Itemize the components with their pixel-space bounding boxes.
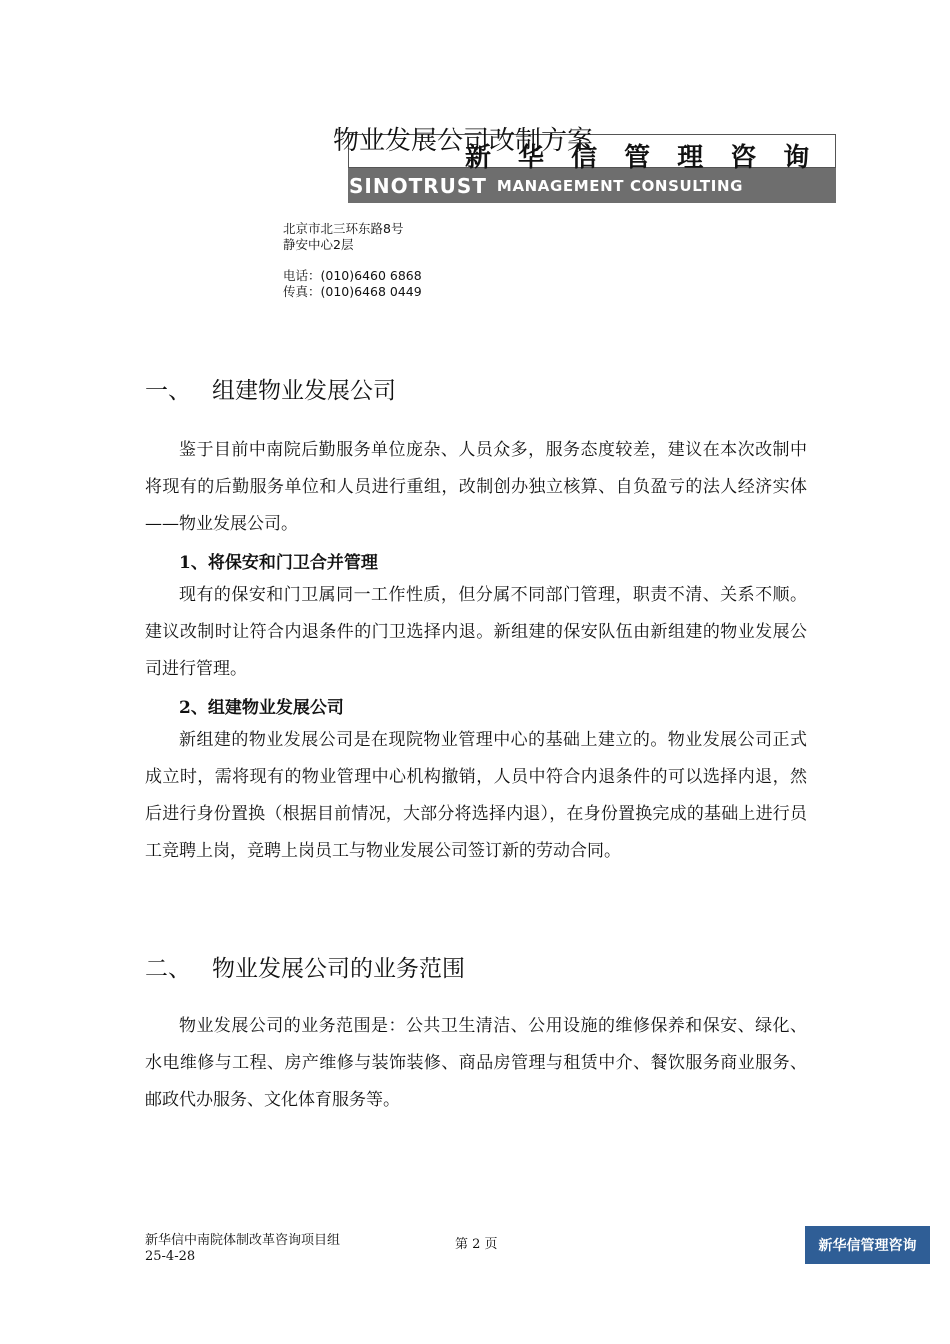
footer-badge: 新华信管理咨询 [805, 1226, 930, 1264]
fax: 传真：(010)6468 0449 [283, 284, 422, 299]
section-2-heading [145, 950, 465, 983]
page-number: 第 2 页 [455, 1237, 498, 1252]
subsection-2-text: 新组建的物业发展公司是在现院物业管理中心的基础上建立的。物业发展公司正式成立时，需将现有的物业管理中心机构撤销，人员中符合内退条件的可以选择内退，然后进行身份置换（根据目前情况，大部分将选择内退），在身份置换完成的基础上进行员工竞聘上岗，竞聘上岗员工与物业发展公司签订新的劳动合同。 [145, 730, 807, 861]
subsection-2-title: 2、组建物业发展公司 [179, 698, 344, 718]
section-2-text: 物业发展公司的业务范围是：公共卫生清洁、公用设施的维修保养和保安、绿化、水电维修与工程、房产维修与装饰装修、商品房管理与租赁中介、餐饮服务商业服务、邮政代办服务、文化体育服务等。 [145, 1016, 807, 1110]
section-2-number: 二、 [145, 956, 191, 982]
address-line1: 北京市北三环东路8号 [283, 221, 404, 236]
logo-en-small: MANAGEMENT CONSULTING [496, 176, 744, 195]
logo-en-big: SINOTRUST [349, 173, 487, 198]
logo-cn-name: 新 华 信 管 理 咨 询 [465, 143, 819, 173]
section-2-title: 物业发展公司的业务范围 [212, 956, 465, 982]
document-title: 物业发展公司改制方案 [333, 126, 594, 156]
contact-block [283, 221, 422, 300]
section-1-title: 组建物业发展公司 [212, 378, 396, 404]
subsection-1-text: 现有的保安和门卫属同一工作性质，但分属不同部门管理，职责不清、关系不顺。建议改制时让符合内退条件的门卫选择内退。新组建的保安队伍由新组建的物业发展公司进行管理。 [145, 585, 807, 679]
footer-info [145, 1233, 340, 1265]
subsection-1-title: 1、将保安和门卫合并管理 [179, 553, 378, 573]
footer-date: 25-4-28 [145, 1249, 196, 1264]
address-line2: 静安中心2层 [283, 237, 354, 252]
section-1-number: 一、 [145, 378, 191, 404]
footer-project: 新华信中南院体制改革咨询项目组 [145, 1233, 341, 1248]
phone: 电话：(010)6460 6868 [283, 268, 422, 283]
section-1-intro: 鉴于目前中南院后勤服务单位庞杂、人员众多，服务态度较差，建议在本次改制中将现有的后勤服务单位和人员进行重组，改制创办独立核算、自负盈亏的法人经济实体——物业发展公司。 [145, 440, 807, 534]
section-1-heading [145, 372, 396, 405]
